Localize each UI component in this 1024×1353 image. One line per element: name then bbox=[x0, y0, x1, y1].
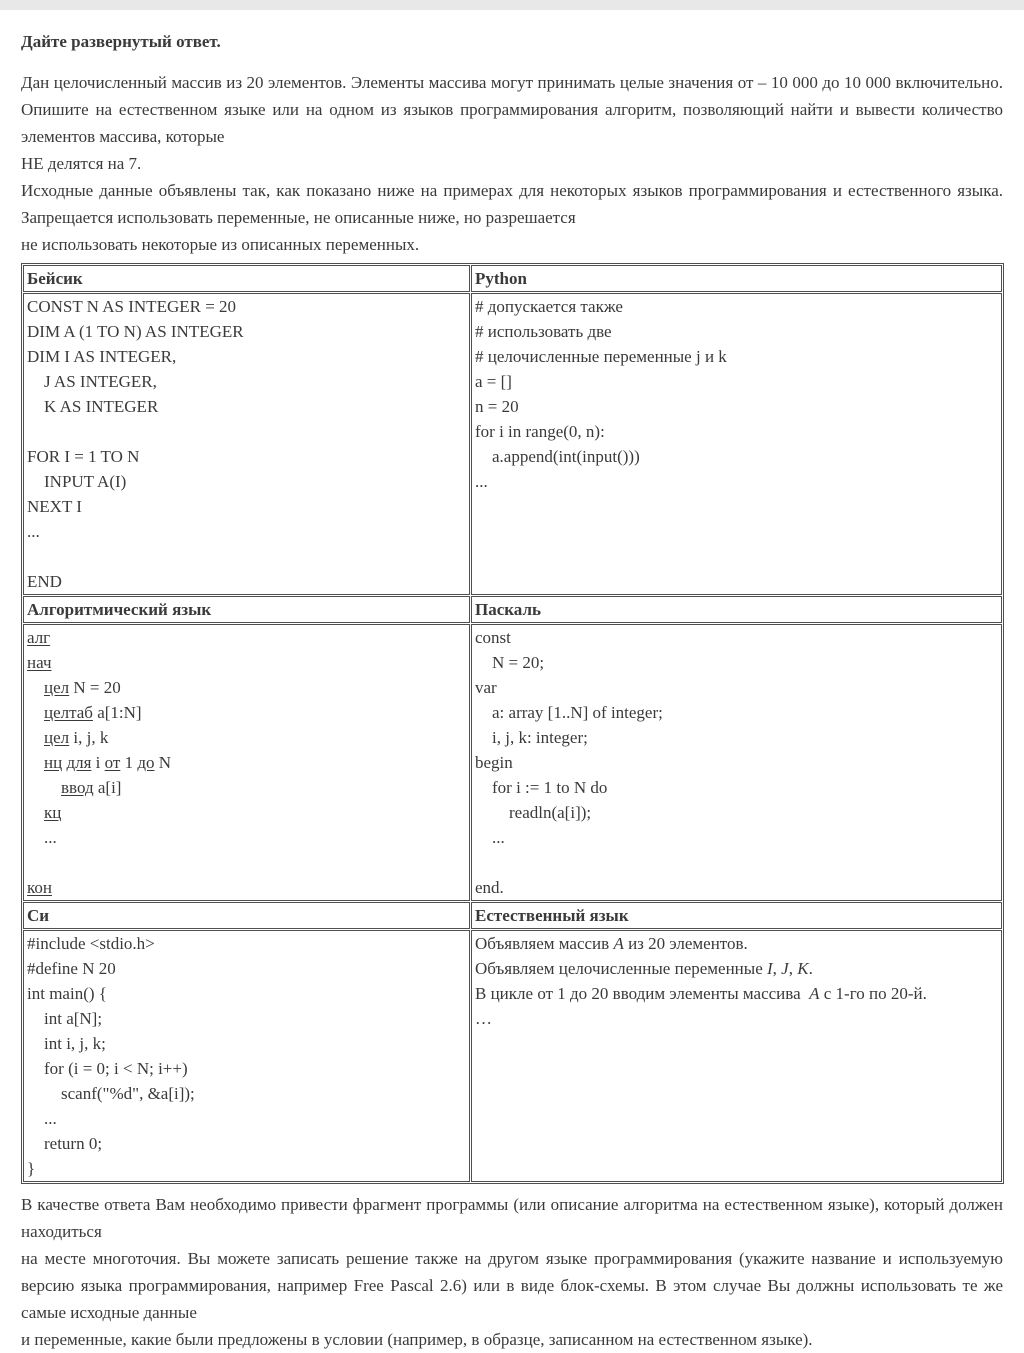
code-line: NEXT I bbox=[27, 497, 82, 516]
outro-paragraph-2: на месте многоточия. Вы можете записать решение также на другом языке программирования (укажите название и используемую версию языка программирования, например Free Pascal 2.6) или в виде блок-схемы. В этом случае Вы должны использовать те же самые исходные данные bbox=[21, 1249, 1003, 1322]
lang-header-natural-language: Естественный язык bbox=[471, 902, 1002, 929]
code-line: END bbox=[27, 572, 62, 591]
code-line: a = [] bbox=[475, 372, 512, 391]
table-row bbox=[23, 930, 1002, 1182]
code-cell-algorithmic bbox=[23, 624, 470, 901]
code-line: scanf("%d", &a[i]); bbox=[27, 1084, 195, 1103]
code-line: int i, j, k; bbox=[27, 1034, 106, 1053]
code-line: Объявляем массив A из 20 элементов. bbox=[475, 934, 748, 953]
exam-task-page bbox=[0, 28, 1024, 1353]
code-line: … bbox=[475, 1009, 492, 1028]
code-line: for i in range(0, n): bbox=[475, 422, 605, 441]
lang-header-pascal: Паскаль bbox=[471, 596, 1002, 623]
table-row bbox=[23, 293, 1002, 595]
code-line: var bbox=[475, 678, 497, 697]
code-line bbox=[27, 850, 466, 875]
code-line: n = 20 bbox=[475, 397, 519, 416]
table-row bbox=[23, 902, 1002, 929]
table-row bbox=[23, 624, 1002, 901]
code-line: Объявляем целочисленные переменные I, J, K. bbox=[475, 959, 813, 978]
lang-header-algorithmic: Алгоритмический язык bbox=[23, 596, 470, 623]
code-line: int main() { bbox=[27, 984, 107, 1003]
page-title: Дайте развернутый ответ. bbox=[21, 32, 221, 51]
intro-paragraph-4: не использовать некоторые из описанных переменных. bbox=[21, 235, 420, 254]
code-line: целтаб a[1:N] bbox=[44, 703, 142, 722]
code-line: #define N 20 bbox=[27, 959, 116, 978]
code-cell-basic bbox=[23, 293, 470, 595]
code-line: for (i = 0; i < N; i++) bbox=[27, 1059, 188, 1078]
code-line: J AS INTEGER, bbox=[27, 372, 157, 391]
code-line: K AS INTEGER bbox=[27, 397, 159, 416]
code-line: end. bbox=[475, 878, 504, 897]
intro-paragraph-2: НЕ делятся на 7. bbox=[21, 154, 142, 173]
code-line: const bbox=[475, 628, 511, 647]
code-line: кц bbox=[44, 803, 62, 822]
code-line: a: array [1..N] of integer; bbox=[475, 703, 663, 722]
code-line: #include <stdio.h> bbox=[27, 934, 155, 953]
code-line: ввод a[i] bbox=[61, 778, 122, 797]
code-cell-pascal bbox=[471, 624, 1002, 901]
outro-paragraph-1: В качестве ответа Вам необходимо привести фрагмент программы (или описание алгоритма на естественном языке), который должен находиться bbox=[21, 1195, 1003, 1241]
lang-header-basic: Бейсик bbox=[23, 265, 470, 292]
top-strip bbox=[0, 0, 1024, 10]
code-line: return 0; bbox=[27, 1134, 103, 1153]
code-line: нач bbox=[27, 653, 52, 672]
code-line: ... bbox=[475, 828, 505, 847]
code-line bbox=[475, 850, 998, 875]
code-line: begin bbox=[475, 753, 513, 772]
code-cell-python bbox=[471, 293, 1002, 595]
code-cell-c bbox=[23, 930, 470, 1182]
outro-paragraph-3: и переменные, какие были предложены в условии (например, в образце, записанном на естественном языке). bbox=[21, 1330, 813, 1349]
code-line: цел i, j, k bbox=[44, 728, 109, 747]
code-cell-natural-language bbox=[471, 930, 1002, 1182]
intro-paragraph-1: Дан целочисленный массив из 20 элементов. Элементы массива могут принимать целые значения от – 10 000 до 10 000 включительно. Опишите на естественном языке или на одном из языков программирования алгоритм, позволяющий найти и вывести количество элементов массива, которые bbox=[21, 73, 1003, 146]
code-line: ... bbox=[27, 522, 40, 541]
code-line: # допускается также bbox=[475, 297, 623, 316]
code-line: # использовать две bbox=[475, 322, 612, 341]
code-line: CONST N AS INTEGER = 20 bbox=[27, 297, 237, 316]
code-line: } bbox=[27, 1159, 36, 1178]
table-row bbox=[23, 265, 1002, 292]
code-line: DIM A (1 TO N) AS INTEGER bbox=[27, 322, 244, 341]
code-line bbox=[27, 419, 466, 444]
code-line bbox=[27, 544, 466, 569]
code-line: цел N = 20 bbox=[44, 678, 121, 697]
code-line: DIM I AS INTEGER, bbox=[27, 347, 177, 366]
table-row bbox=[23, 596, 1002, 623]
code-line: N = 20; bbox=[475, 653, 545, 672]
intro-paragraph-3: Исходные данные объявлены так, как показано ниже на примерах для некоторых языков программирования и естественного языка. Запрещается использовать переменные, не описанные ниже, но разрешается bbox=[21, 181, 1003, 227]
code-line: ... bbox=[475, 472, 488, 491]
code-line: FOR I = 1 TO N bbox=[27, 447, 140, 466]
code-line: ... bbox=[27, 1109, 57, 1128]
lang-header-python: Python bbox=[471, 265, 1002, 292]
code-line: ... bbox=[27, 828, 57, 847]
code-line: INPUT A(I) bbox=[27, 472, 127, 491]
code-line: for i := 1 to N do bbox=[475, 778, 608, 797]
code-line: В цикле от 1 до 20 вводим элементы массива A с 1-го по 20-й. bbox=[475, 984, 927, 1003]
code-line: i, j, k: integer; bbox=[475, 728, 588, 747]
code-line: a.append(int(input())) bbox=[475, 447, 640, 466]
code-line: readln(a[i]); bbox=[475, 803, 592, 822]
code-line: int a[N]; bbox=[27, 1009, 103, 1028]
code-line: нц для i от 1 до N bbox=[44, 753, 172, 772]
lang-header-c: Си bbox=[23, 902, 470, 929]
code-samples-table bbox=[21, 263, 1004, 1184]
code-line: # целочисленные переменные j и k bbox=[475, 347, 727, 366]
code-line: алг bbox=[27, 628, 51, 647]
code-line: кон bbox=[27, 878, 52, 897]
outro-block bbox=[21, 1191, 1003, 1353]
